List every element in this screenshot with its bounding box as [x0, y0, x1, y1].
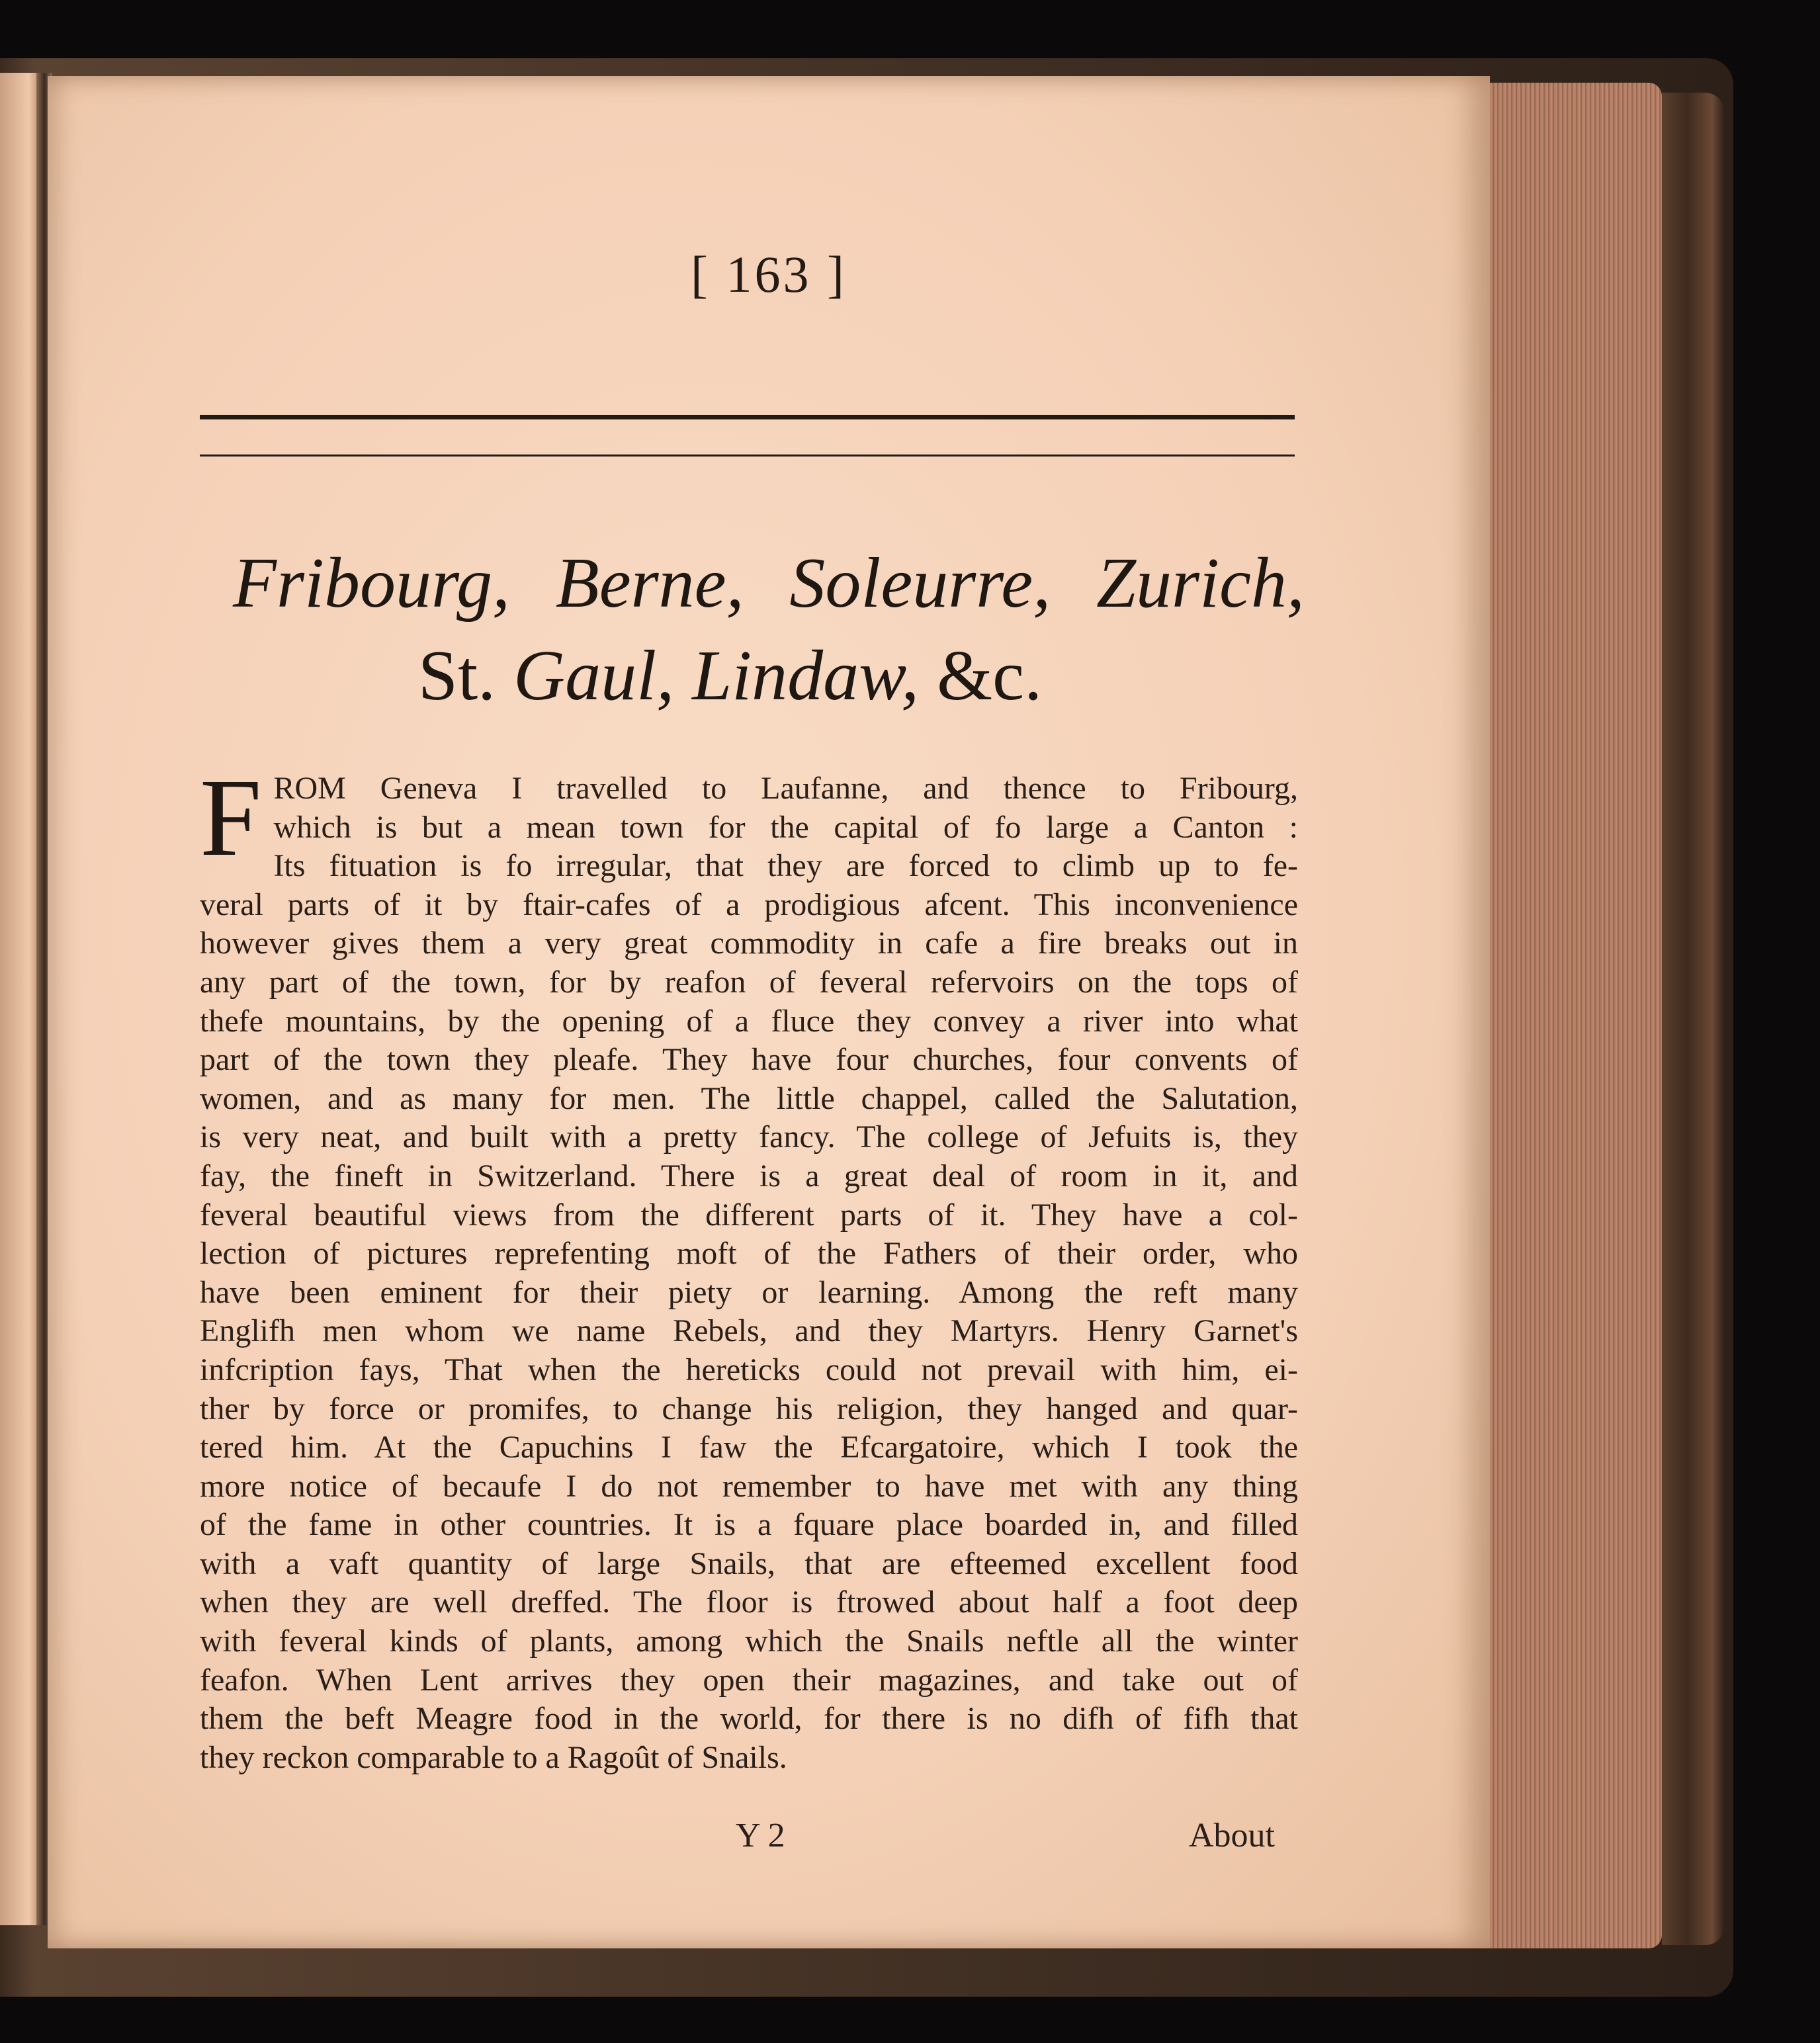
title-word: Soleurre,	[789, 544, 1051, 623]
header-rule-thin	[200, 455, 1295, 456]
text-line: feveral beautiful views from the different parts of it. They have a col-	[200, 1197, 1298, 1233]
text-line: however gives them a very great commodity in cafe a fire breaks out in	[200, 926, 1298, 961]
text-line: have been eminent for their piety or learning. Among the reft many	[200, 1274, 1298, 1310]
text-line: is very neat, and built with a pretty fancy. The college of Jefuits is, they	[200, 1119, 1298, 1155]
text-line: they reckon comparable to a Ragoût of Snails.	[200, 1739, 787, 1775]
title-word: Fribourg,	[233, 544, 511, 623]
text-line: with a vaft quantity of large Snails, that are efteemed excellent food	[200, 1545, 1298, 1581]
header-rule-thick	[200, 415, 1295, 419]
title-word: St.	[418, 636, 496, 715]
title-word: Gaul, Lindaw,	[513, 636, 920, 715]
title-word: &c.	[937, 636, 1043, 715]
catchword: About	[1189, 1817, 1275, 1854]
text-line: more notice of becaufe I do not remember to have met with any thing	[200, 1468, 1298, 1504]
text-line: Englifh men whom we name Rebels, and they Martyrs. Henry Garnet's	[200, 1313, 1298, 1349]
text-line: feafon. When Lent arrives they open their magazines, and take out of	[200, 1662, 1298, 1698]
title-word: Zurich,	[1096, 544, 1305, 623]
chapter-title-line-2	[418, 635, 1042, 717]
drop-cap: F	[200, 756, 262, 879]
page-number: [ 163 ]	[691, 245, 847, 303]
text-line: lection of pictures reprefenting moft of the Fathers of their order, who	[200, 1236, 1298, 1272]
signature-mark: Y 2	[736, 1817, 785, 1854]
text-line: with feveral kinds of plants, among which the Snails neftle all the winter	[200, 1624, 1298, 1659]
text-line: which is but a mean town for the capital of fo large a Canton :	[273, 809, 1298, 845]
page-edges	[1490, 83, 1662, 1948]
body-text	[200, 756, 1298, 1777]
text-line: ther by force or promifes, to change his religion, they hanged and quar-	[200, 1391, 1298, 1426]
text-line: tered him. At the Capuchins I faw the Efcargatoire, which I took the	[200, 1430, 1298, 1465]
text-line: infcription fays, That when the hereticks could not prevail with him, ei-	[200, 1352, 1298, 1387]
text-line: them the beft Meagre food in the world, for there is no difh of fifh that	[200, 1701, 1298, 1737]
book-cover-edge	[1662, 93, 1725, 1945]
title-word: Berne,	[555, 544, 744, 623]
book-page	[48, 76, 1490, 1948]
text-line: fay, the fineft in Switzerland. There is a great deal of room in it, and	[200, 1158, 1298, 1194]
chapter-title-line-1	[233, 543, 1305, 625]
text-line: Its fituation is fo irregular, that they are forced to climb up to fe-	[273, 848, 1298, 884]
text-line: part of the town they pleafe. They have four churches, four convents of	[200, 1042, 1298, 1078]
text-line: veral parts of it by ftair-cafes of a prodigious afcent. This inconvenience	[200, 887, 1298, 922]
text-line: women, and as many for men. The little chappel, called the Salutation,	[200, 1080, 1298, 1116]
text-line: when they are well dreffed. The floor is ftrowed about half a foot deep	[200, 1585, 1298, 1620]
text-line: thefe mountains, by the opening of a fluce they convey a river into what	[200, 1003, 1298, 1039]
text-line: of the fame in other countries. It is a fquare place boarded in, and filled	[200, 1507, 1298, 1543]
text-line: ROM Geneva I travelled to Laufanne, and thence to Fribourg,	[273, 771, 1298, 806]
facing-page-edge	[0, 73, 41, 1925]
text-line: any part of the town, for by reafon of feveral refervoirs on the tops of	[200, 964, 1298, 1000]
